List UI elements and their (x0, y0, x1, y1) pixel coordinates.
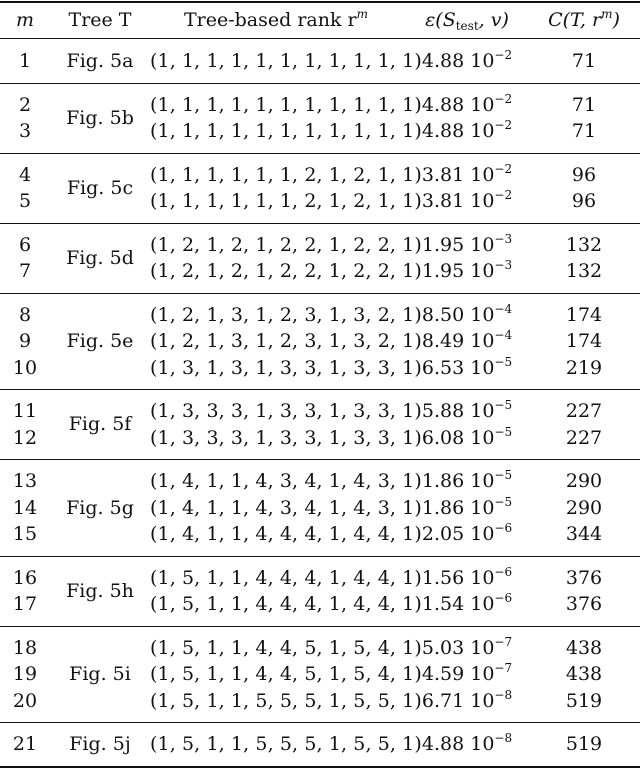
cell-cost: 290 (565, 470, 603, 492)
cell-m: 10 (12, 356, 38, 379)
cell-m: 14 (12, 496, 38, 519)
header-rank (150, 6, 402, 34)
cell-error (402, 521, 532, 547)
bottom-rule (0, 766, 640, 768)
error-base: 10 (470, 50, 495, 72)
cell-m: 4 (18, 163, 32, 186)
error-mantissa: 1.95 (421, 260, 465, 282)
header-rank-sup: m (356, 7, 369, 21)
error-base: 10 (470, 233, 495, 256)
error-mantissa: 1.95 (421, 233, 465, 256)
cell-m: 11 (12, 400, 38, 422)
error-mantissa: 6.53 (421, 356, 465, 379)
cell-error (402, 661, 532, 687)
cell-error (402, 48, 532, 74)
cell-rank: (1, 5, 1, 1, 4, 4, 5, 1, 5, 4, 1) (150, 636, 422, 659)
cell-error (402, 355, 532, 381)
cell-error (402, 92, 532, 118)
error-exponent: −6 (494, 521, 513, 535)
header-error-tail: , v) (478, 9, 509, 31)
error-exponent: −3 (494, 258, 513, 272)
cell-rank: (1, 2, 1, 2, 1, 2, 2, 1, 2, 2, 1) (150, 260, 422, 282)
cell-rank: (1, 4, 1, 1, 4, 3, 4, 1, 4, 3, 1) (150, 470, 422, 492)
cell-rank: (1, 2, 1, 2, 1, 2, 2, 1, 2, 2, 1) (150, 233, 422, 256)
cell-cost: 290 (565, 496, 603, 519)
header-cost-sup: m (601, 7, 613, 21)
error-base: 10 (470, 303, 495, 326)
cell-cost: 132 (565, 233, 603, 256)
error-mantissa: 8.49 (421, 330, 465, 352)
cell-tree: Fig. 5h (66, 579, 134, 602)
error-mantissa: 3.81 (421, 190, 465, 212)
cell-cost: 376 (565, 566, 603, 589)
cell-rank: (1, 1, 1, 1, 1, 1, 2, 1, 2, 1, 1) (150, 190, 422, 212)
cell-cost: 96 (571, 190, 597, 212)
cell-tree: Fig. 5a (66, 50, 134, 72)
header-rank-label: Tree-based rank r (183, 9, 357, 31)
error-exponent: −3 (494, 231, 513, 246)
cell-m: 13 (12, 470, 38, 492)
cell-error (402, 731, 532, 757)
cell-error (402, 258, 532, 284)
error-exponent: −5 (494, 494, 513, 509)
cell-tree: Fig. 5e (66, 330, 134, 352)
error-mantissa: 8.50 (421, 303, 465, 326)
error-base: 10 (470, 663, 495, 685)
cell-m: 20 (12, 689, 38, 712)
cell-error (402, 398, 532, 424)
cell-m: 15 (12, 523, 38, 545)
cell-tree: Fig. 5d (66, 246, 134, 269)
cell-m: 12 (12, 426, 38, 449)
cell-rank: (1, 1, 1, 1, 1, 1, 1, 1, 1, 1, 1) (150, 93, 422, 116)
error-base: 10 (470, 400, 495, 422)
error-base: 10 (470, 356, 495, 379)
error-mantissa: 4.59 (421, 663, 465, 685)
error-mantissa: 5.03 (421, 636, 465, 659)
cell-error (402, 162, 532, 188)
error-mantissa: 6.08 (421, 426, 465, 449)
error-base: 10 (470, 190, 495, 212)
cell-error (402, 565, 532, 591)
cell-rank: (1, 4, 1, 1, 4, 4, 4, 1, 4, 4, 1) (150, 523, 422, 545)
group-rule (0, 556, 640, 557)
error-mantissa: 4.88 (421, 120, 465, 142)
cell-tree: Fig. 5g (66, 496, 134, 519)
error-base: 10 (470, 593, 495, 615)
cell-rank: (1, 5, 1, 1, 4, 4, 5, 1, 5, 4, 1) (150, 663, 422, 685)
header-cost-label: C(T, r (548, 9, 602, 31)
error-exponent: −2 (494, 188, 513, 202)
cell-cost: 438 (565, 636, 603, 659)
error-base: 10 (470, 470, 495, 492)
error-mantissa: 4.88 (421, 733, 465, 755)
cell-error (402, 495, 532, 521)
header-m: m (15, 9, 35, 31)
cell-error (402, 188, 532, 214)
cell-error (402, 468, 532, 494)
error-exponent: −5 (494, 468, 513, 482)
cell-m: 2 (18, 93, 32, 116)
error-exponent: −7 (494, 634, 513, 649)
group-rule (0, 223, 640, 224)
group-rule (0, 153, 640, 154)
cell-cost: 174 (565, 303, 603, 326)
header-cost (532, 6, 636, 34)
cell-m: 1 (18, 50, 32, 72)
header-error-sub: test (455, 19, 479, 33)
cell-rank: (1, 3, 3, 3, 1, 3, 3, 1, 3, 3, 1) (150, 400, 422, 422)
error-mantissa: 5.88 (421, 400, 465, 422)
error-mantissa: 1.86 (421, 470, 465, 492)
cell-m: 19 (12, 663, 38, 685)
error-base: 10 (470, 566, 495, 589)
error-mantissa: 2.05 (421, 523, 465, 545)
header-cost-tail: ) (612, 9, 620, 31)
cell-m: 5 (18, 190, 32, 212)
header-tree (50, 6, 150, 34)
cell-error (402, 635, 532, 661)
cell-error (402, 232, 532, 258)
cell-cost: 96 (571, 163, 597, 186)
error-exponent: −6 (494, 564, 513, 579)
cell-cost: 227 (565, 426, 603, 449)
cell-cost: 519 (565, 689, 603, 712)
cell-rank: (1, 4, 1, 1, 4, 3, 4, 1, 4, 3, 1) (150, 496, 422, 519)
cell-rank: (1, 5, 1, 1, 4, 4, 4, 1, 4, 4, 1) (150, 566, 422, 589)
cell-error (402, 688, 532, 714)
cell-cost: 519 (565, 733, 603, 755)
cell-error (402, 591, 532, 617)
error-exponent: −5 (494, 398, 513, 412)
error-exponent: −4 (494, 301, 513, 316)
group-rule (0, 83, 640, 84)
error-base: 10 (470, 689, 495, 712)
error-base: 10 (470, 120, 495, 142)
group-rule (0, 389, 640, 390)
header-tree-label: Tree T (68, 9, 132, 31)
error-mantissa: 3.81 (421, 163, 465, 186)
error-base: 10 (470, 163, 495, 186)
header-rule (0, 38, 640, 39)
error-base: 10 (470, 260, 495, 282)
cell-cost: 219 (565, 356, 603, 379)
cell-cost: 71 (571, 50, 597, 72)
error-mantissa: 1.86 (421, 496, 465, 519)
cell-error (402, 425, 532, 451)
cell-rank: (1, 3, 3, 3, 1, 3, 3, 1, 3, 3, 1) (150, 426, 422, 449)
error-base: 10 (470, 636, 495, 659)
cell-error (402, 302, 532, 328)
cell-cost: 344 (565, 523, 603, 545)
cell-error (402, 328, 532, 354)
cell-tree: Fig. 5j (69, 733, 131, 755)
error-base: 10 (470, 426, 495, 449)
cell-cost: 71 (571, 93, 597, 116)
cell-cost: 174 (565, 330, 603, 352)
error-exponent: −5 (494, 424, 513, 439)
cell-cost: 438 (565, 663, 603, 685)
error-exponent: −4 (494, 328, 513, 342)
cell-m: 18 (12, 636, 38, 659)
error-exponent: −8 (494, 731, 513, 745)
error-exponent: −2 (494, 91, 513, 106)
cell-rank: (1, 5, 1, 1, 4, 4, 4, 1, 4, 4, 1) (150, 593, 422, 615)
cell-cost: 376 (565, 593, 603, 615)
error-base: 10 (470, 523, 495, 545)
cell-cost: 71 (571, 120, 597, 142)
error-exponent: −7 (494, 661, 513, 675)
header-error-label: ε(S (425, 9, 456, 31)
cell-rank: (1, 5, 1, 1, 5, 5, 5, 1, 5, 5, 1) (150, 733, 422, 755)
cell-rank: (1, 5, 1, 1, 5, 5, 5, 1, 5, 5, 1) (150, 689, 422, 712)
cell-m: 16 (12, 566, 38, 589)
error-mantissa: 4.88 (421, 50, 465, 72)
error-base: 10 (470, 496, 495, 519)
cell-error (402, 118, 532, 144)
cell-cost: 132 (565, 260, 603, 282)
error-exponent: −2 (494, 48, 513, 62)
cell-m: 6 (18, 233, 32, 256)
cell-m: 8 (18, 303, 32, 326)
error-exponent: −5 (494, 354, 513, 369)
cell-cost: 227 (565, 400, 603, 422)
cell-m: 7 (18, 260, 32, 282)
error-exponent: −6 (494, 591, 513, 605)
cell-m: 9 (18, 330, 32, 352)
group-rule (0, 626, 640, 627)
error-mantissa: 6.71 (421, 689, 465, 712)
cell-tree: Fig. 5b (66, 106, 134, 129)
group-rule (0, 293, 640, 294)
cell-rank: (1, 1, 1, 1, 1, 1, 1, 1, 1, 1, 1) (150, 50, 422, 72)
group-rule (0, 459, 640, 460)
error-exponent: −2 (494, 118, 513, 132)
cell-m: 17 (12, 593, 38, 615)
cell-rank: (1, 2, 1, 3, 1, 2, 3, 1, 3, 2, 1) (150, 303, 422, 326)
header-error (402, 6, 532, 34)
cell-tree: Fig. 5c (66, 176, 134, 199)
error-mantissa: 1.54 (421, 593, 465, 615)
error-mantissa: 1.56 (421, 566, 465, 589)
error-exponent: −8 (494, 687, 513, 702)
group-rule (0, 722, 640, 723)
cell-m: 21 (12, 733, 38, 755)
error-base: 10 (470, 733, 495, 755)
error-exponent: −2 (494, 161, 513, 176)
cell-rank: (1, 2, 1, 3, 1, 2, 3, 1, 3, 2, 1) (150, 330, 422, 352)
error-base: 10 (470, 330, 495, 352)
error-base: 10 (470, 93, 495, 116)
cell-tree: Fig. 5f (68, 413, 132, 436)
cell-m: 3 (18, 120, 32, 142)
cell-rank: (1, 1, 1, 1, 1, 1, 1, 1, 1, 1, 1) (150, 120, 422, 142)
cell-rank: (1, 1, 1, 1, 1, 1, 2, 1, 2, 1, 1) (150, 163, 422, 186)
error-mantissa: 4.88 (421, 93, 465, 116)
cell-tree: Fig. 5i (69, 663, 131, 685)
cell-rank: (1, 3, 1, 3, 1, 3, 3, 1, 3, 3, 1) (150, 356, 422, 379)
top-rule (0, 1, 640, 3)
